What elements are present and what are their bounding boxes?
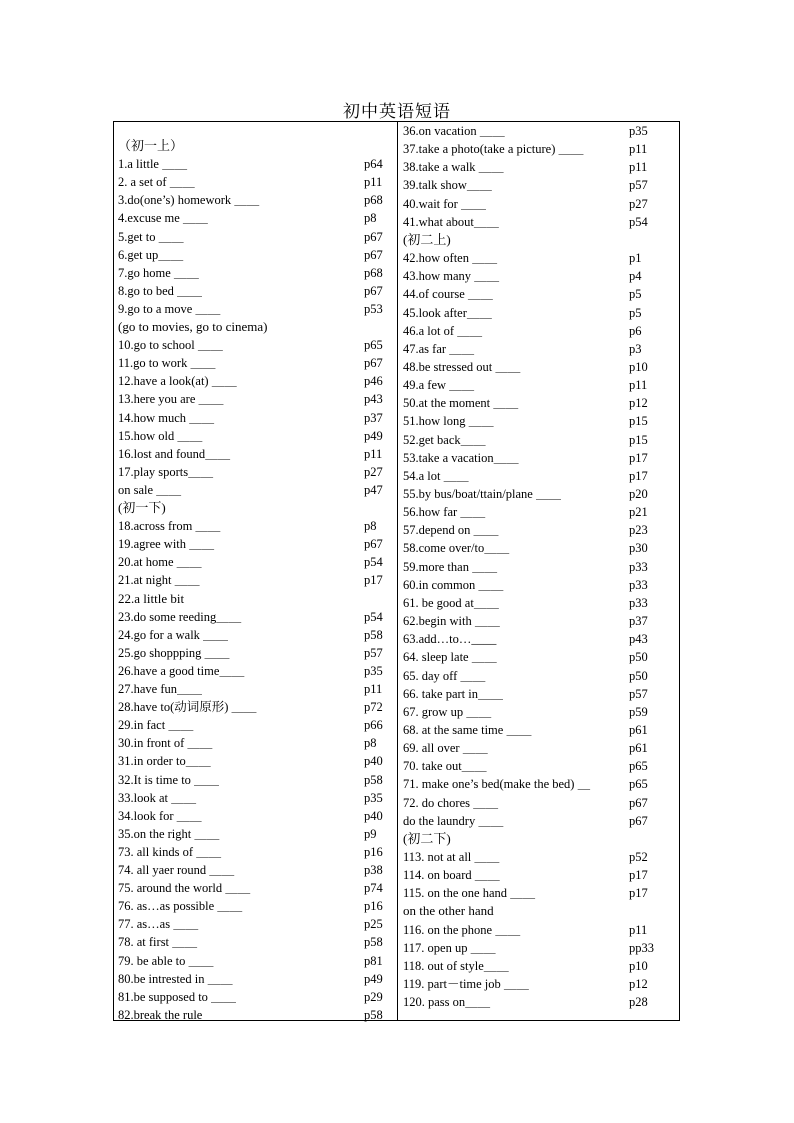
phrase-text: 65. day off ＿＿ [403, 668, 486, 683]
phrase-text: 64. sleep late ＿＿ [403, 650, 497, 665]
page-ref: p25 [364, 917, 383, 932]
phrase-text: 62.begin with ＿＿ [403, 614, 500, 629]
page-ref: p54 [364, 555, 383, 570]
phrase-text: 75. around the world ＿＿ [118, 881, 251, 896]
page-ref: p11 [364, 175, 383, 190]
phrase-row [403, 485, 675, 503]
phrase-row [403, 576, 675, 594]
phrase-text: 39.talk show＿＿ [403, 178, 492, 193]
phrase-row [118, 734, 390, 752]
page-ref: p38 [364, 863, 383, 877]
phrase-row [403, 358, 675, 376]
phrase-text: 19.agree with ＿＿ [118, 537, 215, 552]
page-ref: p33 [629, 577, 648, 592]
phrase-text: 47.as far ＿＿ [403, 341, 475, 356]
phrase-row [403, 848, 675, 866]
page-ref: p12 [629, 396, 648, 411]
page-ref: p65 [629, 777, 648, 792]
phrase-text: 12.have a look(at) ＿＿ [118, 374, 237, 389]
page-ref: p11 [629, 922, 648, 937]
phrase-text: 1.a little ＿＿ [118, 157, 188, 172]
phrase-text: 120. pass on＿＿ [403, 995, 491, 1010]
page-ref: p35 [629, 124, 648, 138]
phrase-row [118, 463, 390, 481]
phrase-text: 78. at first ＿＿ [118, 935, 198, 950]
phrase-text: 21.at night ＿＿ [118, 573, 200, 588]
phrase-text: 49.a few ＿＿ [403, 378, 475, 393]
page-ref: p4 [629, 269, 642, 284]
phrase-row [403, 304, 675, 322]
phrase-text: 56.how far ＿＿ [403, 505, 486, 520]
page-ref: p27 [364, 464, 383, 479]
page-ref: p27 [629, 196, 648, 211]
page-ref: p20 [629, 487, 648, 501]
page-ref: p57 [629, 686, 648, 701]
phrase-row [118, 318, 390, 336]
page-ref: p15 [629, 432, 648, 447]
page-ref: p40 [364, 808, 383, 823]
phrase-text: 22.a little bit [118, 590, 185, 606]
phrase-text: 74. all yaer round ＿＿ [118, 863, 235, 877]
phrase-text: 5.get to ＿＿ [118, 229, 184, 244]
phrase-row [403, 213, 675, 231]
phrase-text: 10.go to school ＿＿ [118, 338, 223, 353]
phrase-text: 29.in fact ＿＿ [118, 718, 194, 733]
phrase-text: 48.be stressed out ＿＿ [403, 359, 521, 374]
phrase-text: 81.be supposed to ＿＿ [118, 989, 237, 1004]
phrase-text: 4.excuse me ＿＿ [118, 211, 208, 226]
phrase-row [403, 340, 675, 358]
phrase-text: 51.how long ＿＿ [403, 414, 494, 429]
phrase-row [118, 300, 390, 318]
page-ref: p81 [364, 953, 383, 968]
page-ref: p46 [364, 374, 383, 389]
phrase-text: 41.what about＿＿ [403, 214, 499, 229]
phrase-text: 42.how often ＿＿ [403, 251, 498, 266]
phrase-text: 31.in order to＿＿ [118, 754, 211, 769]
phrase-text: 32.It is time to ＿＿ [118, 772, 220, 787]
phrase-row [403, 612, 675, 630]
phrase-text: 17.play sports＿＿ [118, 464, 214, 479]
page-ref: p23 [629, 523, 648, 538]
phrase-text: 77. as…as ＿＿ [118, 917, 199, 932]
page-ref: p35 [364, 790, 383, 805]
phrase-text: 40.wait for ＿＿ [403, 196, 486, 211]
phrase-text: 35.on the right ＿＿ [118, 826, 220, 841]
page-ref: p54 [364, 609, 383, 624]
page-ref: p11 [629, 142, 648, 157]
page-ref: p67 [629, 813, 648, 828]
phrase-row [403, 685, 675, 703]
page-ref: p17 [629, 886, 648, 901]
phrase-row [118, 336, 390, 354]
phrase-row [118, 372, 390, 390]
phrase-row [403, 957, 675, 975]
phrase-row [403, 140, 675, 158]
phrase-text: 9.go to a move ＿＿ [118, 301, 221, 316]
phrase-text: 24.go for a walk ＿＿ [118, 627, 229, 642]
page-ref: p17 [629, 868, 648, 883]
page-ref: p67 [364, 537, 383, 552]
page-ref: p50 [629, 668, 648, 683]
phrase-text: 46.a lot of ＿＿ [403, 323, 483, 338]
page-ref: p58 [364, 627, 383, 642]
page-ref: p67 [364, 229, 383, 244]
phrase-row [118, 807, 390, 825]
page-ref: p30 [629, 541, 648, 556]
page-ref: p49 [364, 428, 383, 443]
phrase-text: 34.look for ＿＿ [118, 808, 202, 823]
phrase-row [118, 644, 390, 662]
page-ref: p59 [629, 704, 648, 719]
phrase-text: 18.across from ＿＿ [118, 519, 221, 534]
phrase-text: 71. make one’s bed(make the bed) ＿ [403, 777, 591, 792]
phrase-text: 61. be good at＿＿ [403, 595, 499, 610]
phrase-row [118, 481, 390, 499]
phrase-row [118, 716, 390, 734]
page-ref: p12 [629, 977, 648, 992]
phrase-row [403, 376, 675, 394]
page-ref: p65 [629, 759, 648, 774]
phrase-row [403, 158, 675, 176]
phrase-row [403, 975, 675, 993]
phrase-row [403, 176, 675, 194]
phrase-text: 119. part－time job ＿＿ [403, 977, 529, 992]
phrase-text: 59.more than ＿＿ [403, 559, 498, 574]
phrase-text: 26.have a good time＿＿ [118, 663, 245, 678]
phrase-text: 69. all over ＿＿ [403, 741, 488, 756]
phrase-text: 82.break the rule＿＿ [118, 1007, 228, 1022]
page-ref: p11 [364, 682, 383, 696]
page-ref: p43 [364, 392, 383, 407]
page-ref: p8 [364, 736, 377, 751]
phrase-row [118, 499, 390, 517]
page-ref: p66 [364, 718, 383, 733]
page-ref: p53 [364, 301, 383, 316]
phrase-text: 113. not at all ＿＿ [403, 850, 500, 864]
phrase-row [118, 282, 390, 300]
phrase-row [118, 680, 390, 698]
phrase-row [118, 409, 390, 427]
page-ref: p61 [629, 741, 648, 756]
phrase-row [403, 412, 675, 430]
phrase-row [403, 939, 675, 957]
page-ref: p64 [364, 157, 383, 172]
phrase-row [403, 195, 675, 213]
page-ref: p57 [629, 178, 648, 193]
phrase-row [403, 449, 675, 467]
phrase-row [403, 703, 675, 721]
phrase-text: 20.at home ＿＿ [118, 555, 202, 570]
phrase-row [118, 626, 390, 644]
phrase-text: 118. out of style＿＿ [403, 958, 509, 973]
page-ref: p10 [629, 359, 648, 374]
phrase-text: 80.be intrested in ＿＿ [118, 971, 233, 986]
phrase-row [118, 897, 390, 915]
phrase-row [118, 445, 390, 463]
page-ref: p16 [364, 844, 383, 859]
phrase-text: 79. be able to ＿＿ [118, 953, 214, 968]
phrase-text: 38.take a walk ＿＿ [403, 160, 504, 175]
phrase-row [403, 884, 675, 902]
page-ref: p57 [364, 645, 383, 660]
phrase-text: （初一上） [118, 138, 184, 153]
page-ref: p21 [629, 505, 648, 520]
page-ref: p11 [629, 160, 648, 175]
phrase-row [118, 173, 390, 191]
phrase-text: (初一下) [118, 500, 166, 515]
page-ref: p1 [629, 251, 642, 266]
phrase-row [118, 246, 390, 264]
page-ref: p15 [629, 414, 648, 429]
page-ref: p67 [364, 356, 383, 371]
phrase-row [403, 757, 675, 775]
phrase-text: 11.go to work ＿＿ [118, 356, 216, 371]
phrase-row [403, 794, 675, 812]
page-ref: p50 [629, 650, 648, 665]
page-ref: p43 [629, 632, 648, 647]
page-ref: p29 [364, 989, 383, 1004]
phrase-text: (初二上) [403, 231, 451, 247]
page-ref: p67 [629, 795, 648, 810]
phrase-row [118, 698, 390, 716]
phrase-row [403, 231, 675, 249]
page-ref: p37 [629, 614, 648, 629]
phrase-row [403, 902, 675, 920]
phrase-text: 70. take out＿＿ [403, 759, 487, 774]
phrase-row [403, 812, 675, 830]
phrase-row [118, 427, 390, 445]
phrase-row [118, 933, 390, 951]
phrase-row [118, 209, 390, 227]
phrase-text: 115. on the one hand ＿＿ [403, 886, 536, 901]
page-ref: p16 [364, 899, 383, 914]
phrase-row [118, 861, 390, 879]
page-ref: p54 [629, 214, 648, 229]
phrase-text: 8.go to bed ＿＿ [118, 283, 203, 298]
phrase-text: 15.how old ＿＿ [118, 428, 203, 443]
phrase-text: 52.get back＿＿ [403, 432, 486, 447]
phrase-text: 72. do chores ＿＿ [403, 795, 499, 810]
phrase-text: 53.take a vacation＿＿ [403, 450, 519, 465]
phrase-row [403, 721, 675, 739]
phrase-row [403, 249, 675, 267]
phrase-row [118, 952, 390, 970]
page-ref: p6 [629, 323, 642, 338]
page-ref: p17 [629, 450, 648, 465]
phrase-row [403, 594, 675, 612]
phrase-row [403, 830, 675, 848]
phrase-row [118, 264, 390, 282]
phrase-text: 58.come over/to＿＿ [403, 541, 510, 556]
phrase-text: 33.look at ＿＿ [118, 790, 197, 805]
phrase-row [118, 590, 390, 608]
phrase-row [403, 993, 675, 1011]
phrase-row [118, 879, 390, 897]
phrase-row [118, 390, 390, 408]
phrase-text: (初二下) [403, 830, 451, 846]
phrase-row [118, 608, 390, 626]
page-ref: p28 [629, 995, 648, 1010]
page-ref: p5 [629, 305, 642, 320]
page-ref: p58 [364, 935, 383, 950]
page-ref: p58 [364, 1007, 383, 1022]
phrase-text: 37.take a photo(take a picture) ＿＿ [403, 142, 584, 157]
page-ref: p10 [629, 958, 648, 973]
phrase-text: 114. on board ＿＿ [403, 868, 500, 883]
phrase-text: on the other hand [403, 903, 494, 919]
page-ref: p33 [629, 559, 648, 574]
phrase-row [403, 267, 675, 285]
phrase-text: 30.in front of ＿＿ [118, 736, 213, 751]
phrase-row [403, 648, 675, 666]
phrase-row [403, 539, 675, 557]
phrase-text: 63.add…to…____ [403, 632, 497, 647]
phrase-text: 60.in common ＿＿ [403, 577, 504, 592]
page-ref: p65 [364, 338, 383, 353]
phrase-text: 28.have to(动词原形) ＿＿ [118, 700, 257, 715]
page-ref: p68 [364, 193, 383, 208]
page-ref: p8 [364, 211, 377, 226]
phrase-row [403, 431, 675, 449]
phrase-row [118, 354, 390, 372]
phrase-row [118, 789, 390, 807]
phrase-text: 67. grow up ＿＿ [403, 704, 492, 719]
phrase-row [403, 921, 675, 939]
phrase-text: (go to movies, go to cinema) [118, 319, 268, 334]
page-ref: p67 [364, 283, 383, 298]
page-ref: p47 [364, 482, 383, 497]
phrase-text: 2. a set of ＿＿ [118, 175, 195, 190]
phrase-table [113, 121, 680, 1021]
phrase-row [118, 137, 390, 155]
phrase-text: 76. as…as possible ＿＿ [118, 899, 243, 914]
phrase-row [403, 503, 675, 521]
phrase-row [118, 553, 390, 571]
phrase-row [403, 122, 675, 140]
phrase-row [403, 667, 675, 685]
phrase-text: 23.do some reeding＿＿ [118, 609, 242, 624]
page-ref: p74 [364, 881, 383, 896]
page-ref: pp33 [629, 940, 654, 955]
phrase-text: 25.go shoppping ＿＿ [118, 645, 230, 660]
phrase-row [118, 662, 390, 680]
phrase-text: 55.by bus/boat/ttain/plane ＿＿ [403, 487, 561, 501]
page-ref: p40 [364, 754, 383, 769]
phrase-text: 117. open up ＿＿ [403, 940, 496, 955]
phrase-text: 3.do(one’s) homework ＿＿ [118, 193, 260, 208]
page-ref: p49 [364, 971, 383, 986]
phrase-text: 36.on vacation ＿＿ [403, 124, 505, 138]
page-ref: p68 [364, 265, 383, 280]
phrase-text: 68. at the same time ＿＿ [403, 722, 532, 737]
phrase-row [118, 191, 390, 209]
phrase-row [403, 521, 675, 539]
page-ref: p33 [629, 595, 648, 610]
page-ref: p37 [364, 410, 383, 425]
phrase-text: 43.how many ＿＿ [403, 269, 500, 284]
phrase-row [118, 752, 390, 770]
phrase-text: 66. take part in＿＿ [403, 686, 503, 701]
phrase-text: 7.go home ＿＿ [118, 265, 199, 280]
phrase-row [118, 988, 390, 1006]
phrase-text: 54.a lot ＿＿ [403, 468, 469, 483]
phrase-row [403, 775, 675, 793]
phrase-text: 6.get up＿＿ [118, 247, 184, 262]
phrase-row [118, 843, 390, 861]
phrase-row [403, 866, 675, 884]
page-title: 初中英语短语 [343, 102, 451, 121]
phrase-row [118, 571, 390, 589]
phrase-text: 45.look after＿＿ [403, 305, 492, 320]
page-ref: p52 [629, 850, 648, 864]
page-ref: p61 [629, 722, 648, 737]
page-ref: p9 [364, 826, 377, 841]
phrase-row [403, 285, 675, 303]
phrase-text: 44.of course ＿＿ [403, 287, 493, 302]
phrase-row [118, 228, 390, 246]
phrase-row [403, 558, 675, 576]
phrase-row [118, 771, 390, 789]
phrase-row [118, 517, 390, 535]
phrase-text: 116. on the phone ＿＿ [403, 922, 521, 937]
phrase-row [403, 739, 675, 757]
page-ref: p11 [629, 378, 648, 393]
phrase-text: 27.have fun＿＿ [118, 682, 203, 696]
phrase-text: 57.depend on ＿＿ [403, 523, 499, 538]
phrase-row [118, 825, 390, 843]
phrase-text: 14.how much ＿＿ [118, 410, 215, 425]
phrase-row [118, 1006, 390, 1024]
phrase-text: 50.at the moment ＿＿ [403, 396, 519, 411]
page-ref: p3 [629, 341, 642, 356]
phrase-text: do the laundry ＿＿ [403, 813, 504, 828]
phrase-row [118, 155, 390, 173]
phrase-row [403, 394, 675, 412]
phrase-text: 73. all kinds of ＿＿ [118, 844, 222, 859]
page-ref: p17 [629, 468, 648, 483]
phrase-row [403, 322, 675, 340]
column-divider [397, 122, 398, 1020]
phrase-row [403, 630, 675, 648]
phrase-row [118, 535, 390, 553]
page-ref: p35 [364, 663, 383, 678]
phrase-text: 16.lost and found＿＿ [118, 446, 231, 461]
page-ref: p8 [364, 519, 377, 534]
page-ref: p72 [364, 700, 383, 715]
page-ref: p58 [364, 772, 383, 787]
phrase-row [403, 467, 675, 485]
phrase-text: 13.here you are ＿＿ [118, 392, 224, 407]
phrase-row [118, 970, 390, 988]
phrase-text: on sale ＿＿ [118, 482, 182, 497]
page-ref: p67 [364, 247, 383, 262]
page-ref: p11 [364, 446, 383, 461]
page-ref: p17 [364, 573, 383, 588]
page-ref: p5 [629, 287, 642, 302]
phrase-row [118, 915, 390, 933]
